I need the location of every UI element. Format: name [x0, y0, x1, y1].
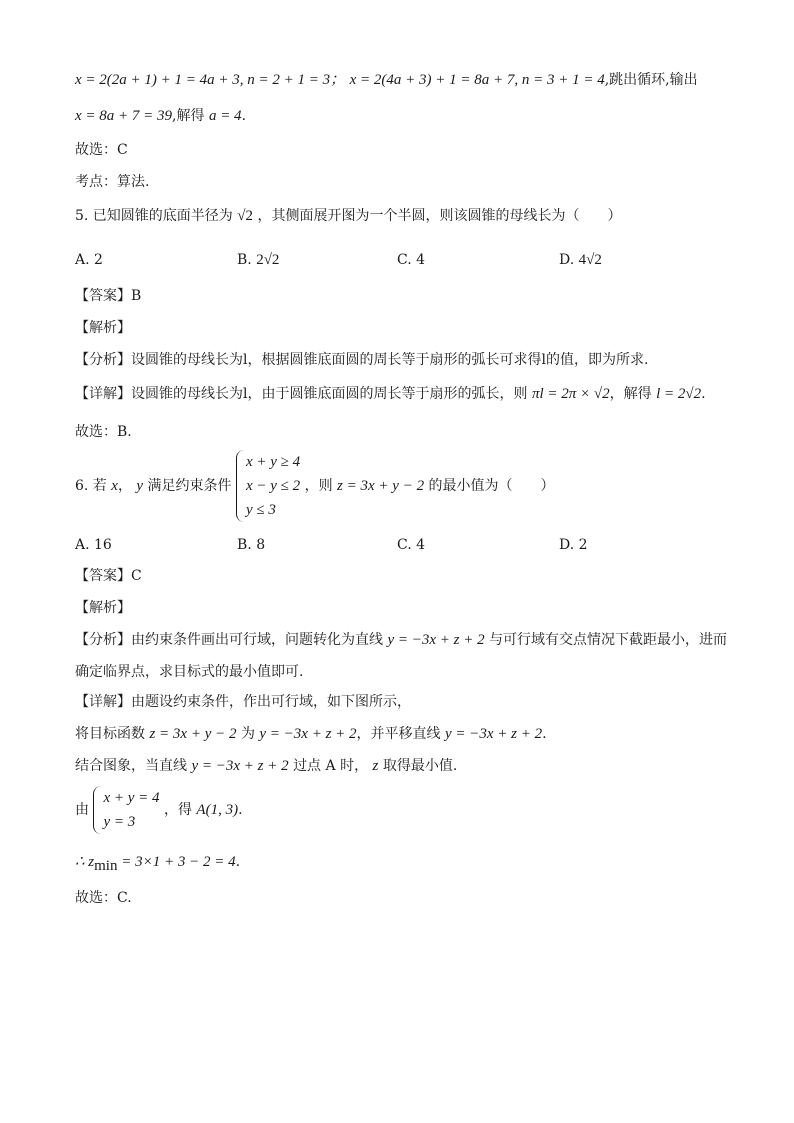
- q6-xj4-point: A(1, 3): [196, 802, 239, 818]
- q5-option-a: A. 2: [75, 252, 103, 268]
- q6-xj2-eq2: y = −3x + z + 2: [259, 726, 357, 742]
- q6-constraint-2: x − y ≤ 2: [245, 478, 301, 494]
- q6-var-y: y: [136, 478, 144, 494]
- q6-option-b: B. 8: [237, 537, 266, 553]
- q6-xj2-d: .: [542, 726, 547, 742]
- q6-xj2-eq3: y = −3x + z + 2: [445, 726, 543, 742]
- q6-xj3-a: 结合图象，当直线: [75, 758, 187, 774]
- q5-xiangjie: [75, 384, 706, 404]
- q5-fenxi: 【分析】设圆锥的母线长为l，根据圆锥底面圆的周长等于扇形的弧长可求得l的值，即为所求.: [75, 352, 649, 368]
- q6-fenxi-b: 与可行域有交点情况下截距最小，进而: [489, 632, 728, 648]
- q5-option-b-label: B.: [237, 252, 252, 268]
- q6-xj2-c: ，并平移直线: [356, 726, 441, 742]
- q6-xj4-b: ，得: [163, 802, 192, 818]
- q6-xj5-eq: = 3×1 + 3 − 2 = 4: [117, 854, 236, 870]
- q6-xj4-system: [93, 786, 159, 834]
- prev-line-2: [75, 106, 246, 126]
- q6-xj2-b: 为: [240, 726, 255, 742]
- q6-objective: z = 3x + y − 2: [337, 478, 425, 494]
- prev-period: .: [241, 108, 247, 124]
- q6-constraint-3: y ≤ 3: [245, 502, 276, 518]
- q6-xiangjie-5: [75, 852, 240, 876]
- q5-final: 故选：B.: [75, 424, 132, 440]
- q6-fenxi-a: 【分析】由约束条件画出可行域，问题转化为直线: [75, 632, 383, 648]
- prev-answer: 故选：C: [75, 142, 128, 158]
- q5-xiangjie-a: 【详解】设圆锥的母线长为l，由于圆锥底面圆的周长等于扇形的弧长，则: [75, 386, 528, 402]
- prev-line-1: [75, 70, 698, 90]
- q6-constraint-system: [236, 450, 300, 522]
- prev-text-1: ,跳出循环,输出: [604, 72, 698, 88]
- q5-option-d-value: 4√2: [578, 252, 602, 268]
- prev-topic: 考点：算法.: [75, 174, 150, 190]
- q6-option-a: A. 16: [75, 537, 112, 553]
- q5-stem: [75, 206, 621, 226]
- q6-xj2-a: 将目标函数: [75, 726, 145, 742]
- q6-stem: [75, 450, 555, 522]
- q5-option-c: C. 4: [397, 252, 426, 268]
- q6-analysis: 【解析】: [75, 600, 131, 616]
- prev-eq-2: x = 2(4a + 3) + 1 = 8a + 7, n = 3 + 1 = 4: [349, 72, 605, 88]
- q6-var-x: x: [111, 478, 118, 494]
- q6-xiangjie-3: [75, 756, 457, 776]
- q6-xj4-a: 由: [75, 802, 89, 818]
- q6-option-d: D. 2: [559, 537, 588, 553]
- q5-xiangjie-b: ，解得: [609, 386, 652, 402]
- prev-eq-4: a = 4: [208, 108, 242, 124]
- q6-brace: [236, 450, 245, 522]
- q6-xj5-sub: min: [94, 857, 118, 874]
- q6-xj3-eq: y = −3x + z + 2: [191, 758, 289, 774]
- q6-xj4-eq-1: x + y = 4: [103, 790, 160, 806]
- q5-xiangjie-c: .: [701, 386, 706, 402]
- q6-xj4-d: .: [238, 802, 243, 818]
- q6-stem-a: 6. 若: [75, 478, 107, 494]
- q6-constraint-1: x + y ≥ 4: [245, 454, 301, 470]
- q6-option-c: C. 4: [397, 537, 426, 553]
- q5-stem-a: 5. 已知圆锥的底面半径为: [75, 208, 233, 224]
- q5-option-d: [559, 250, 602, 270]
- q6-xj3-z: z: [372, 758, 379, 774]
- q6-xj3-c: 取得最小值.: [382, 758, 458, 774]
- q5-xiangjie-eq2: l = 2√2: [656, 386, 702, 402]
- prev-eq-3: x = 8a + 7 = 39: [75, 108, 173, 124]
- q6-xj5-d: .: [235, 854, 241, 870]
- q6-final: 故选：C.: [75, 890, 132, 906]
- q5-stem-radius: √2: [237, 208, 253, 224]
- q6-xiangjie-1: 【详解】由题设约束条件，作出可行域，如下图所示，: [75, 694, 411, 710]
- q5-option-d-label: D.: [559, 252, 575, 268]
- q6-fenxi-2: 确定临界点，求目标式的最小值即可.: [75, 664, 304, 680]
- q5-analysis: 【解析】: [75, 320, 131, 336]
- q5-xiangjie-eq: πl = 2π × √2: [531, 386, 610, 402]
- q6-stem-b: 满足约束条件: [147, 478, 232, 494]
- q5-stem-b: ，其侧面展开图为一个半圆，则该圆锥的母线长为（ ）: [257, 208, 622, 224]
- q6-sep: ，: [117, 478, 132, 494]
- q6-stem-d: 的最小值为（ ）: [428, 478, 555, 494]
- q5-option-b-value: 2√2: [256, 252, 280, 268]
- q5-answer: 【答案】B: [75, 288, 142, 304]
- q6-stem-c: ，则: [304, 478, 333, 494]
- q6-fenxi-1: [75, 630, 727, 650]
- q6-xj3-b: 过点 A 时，: [293, 758, 369, 774]
- prev-eq-1: x = 2(2a + 1) + 1 = 4a + 3, n = 2 + 1 = 3；: [75, 72, 346, 88]
- q6-xj4-brace: [93, 786, 102, 834]
- q6-xj5-pre: ∴ z: [75, 854, 95, 870]
- q6-answer: 【答案】C: [75, 568, 142, 584]
- q6-fenxi-eq: y = −3x + z + 2: [387, 632, 485, 648]
- q6-xiangjie-2: [75, 724, 547, 744]
- q5-option-b: [237, 250, 279, 270]
- prev-text-2: ,解得: [172, 108, 205, 124]
- q6-xiangjie-4: [75, 786, 243, 834]
- q6-xj2-eq1: z = 3x + y − 2: [149, 726, 237, 742]
- q6-xj4-eq-2: y = 3: [103, 814, 136, 830]
